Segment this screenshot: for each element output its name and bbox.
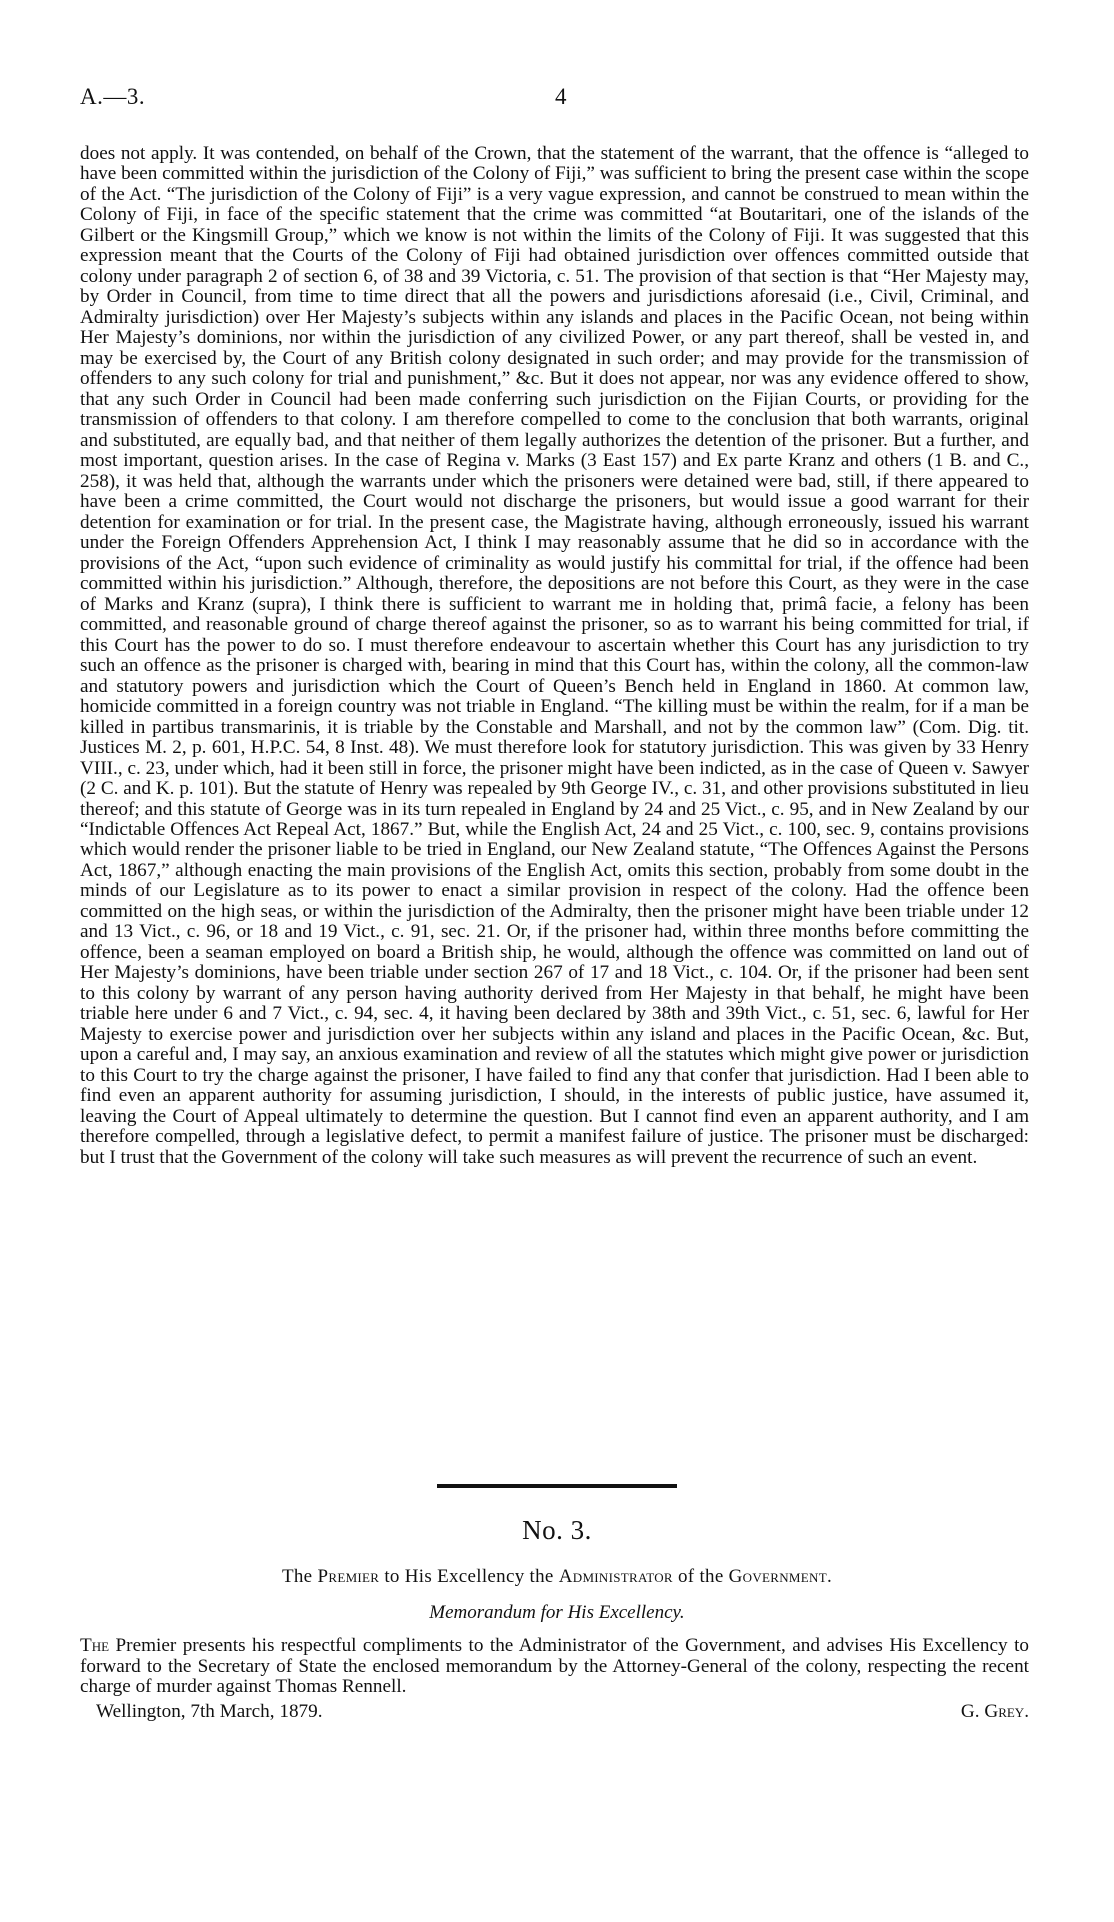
page-number: 4 xyxy=(555,84,567,109)
heading-word-the: The xyxy=(281,1566,313,1587)
heading-premier: Premier xyxy=(317,1566,380,1587)
section-reference: A.—3. xyxy=(80,84,146,109)
dateline: Wellington, 7th March, 1879. xyxy=(96,1701,323,1722)
document-heading xyxy=(0,1566,1114,1588)
judgment-paragraph: does not apply. It was contended, on behalf of the Crown, that the statement of the warrant, that the offence is “alleged to have been committed within the jurisdiction of the Colony of Fiji,” was sufficient to bring the present case within the scope of the Act. “The jurisdiction of the Colony of Fiji” is a very vague expression, and cannot be construed to mean within the Colony of Fiji, in face of the specific statement that the crime was committed “at Boutaritari, one of the islands of the Gilbert or the Kingsmill Group,” which we know is not within the limits of the Colony of Fiji. It was suggested that this expression meant that the Courts of the Colony of Fiji had obtained jurisdiction over offences committed outside that colony under paragraph 2 of section 6, of 38 and 39 Victoria, c. 51. The provision of that section is that “Her Majesty may, by Order in Council, from time to time direct that all the powers and jurisdictions aforesaid (i.e., Civil, Criminal, and Admiralty jurisdiction) over Her Majesty’s subjects within any islands and places in the Pacific Ocean, not being within Her Majesty’s dominions, nor within the jurisdiction of any civilized Power, or any part thereof, shall be vested in, and may be exercised by, the Court of any British colony designated in such order; and may provide for the transmission of offenders to any such colony for trial and punishment,” &c. But it does not appear, nor was any evidence offered to show, that any such Order in Council had been made conferring such jurisdiction on the Fijian Courts, or providing for the transmission of offenders to that colony. I am therefore compelled to come to the conclusion that both warrants, original and substituted, are equally bad, and that neither of them legally authorizes the detention of the prisoner. But a further, and most important, question arises. In the case of Regina v. Marks (3 East 157) and Ex parte Kranz and others (1 B. and C., 258), it was held that, although the warrants under which the prisoners were detained were bad, still, if there appeared to have been a crime committed, the Court would not discharge the prisoners, but would issue a good warrant for their detention for examination or for trial. In the present case, the Magistrate having, although erroneously, issued his warrant under the Foreign Offenders Apprehension Act, I think I may reasonably assume that he did so in accordance with the provisions of the Act, “upon such evidence of criminality as would justify his committal for trial, if the offence had been committed within his jurisdiction.” Although, therefore, the depositions are not before this Court, as they were in the case of Marks and Kranz (supra), I think there is sufficient to warrant me in holding that, primâ facie, a felony has been committed, and reasonable ground of charge thereof against the prisoner, so as to warrant his being committed for trial, if this Court has the power to do so. I must therefore endeavour to ascertain whether this Court has any jurisdiction to try such an offence as the prisoner is charged with, bearing in mind that this Court has, within the colony, all the common-law and statutory powers and jurisdiction which the Court of Queen’s Bench held in England in 1860. At common law, homicide committed in a foreign country was not triable in England. “The killing must be within the realm, for if a man be killed in partibus transmarinis, it is triable by the Constable and Marshall, and not by the common law” (Com. Dig. tit. Justices M. 2, p. 601, H.P.C. 54, 8 Inst. 48). We must therefore look for statutory jurisdiction. This was given by 33 Henry VIII., c. 23, under which, had it been still in force, the prisoner might have been indicted, as in the case of Queen v. Sawyer (2 C. and K. p. 101). But the statute of Henry was repealed by 9th George IV., c. 31, and other provisions substituted in lieu thereof; and this statute of George was in its turn repealed in England by 24 and 25 Vict., c. 95, and in New Zealand by our “Indictable Offences Act Repeal Act, 1867.” But, while the English Act, 24 and 25 Vict., c. 100, sec. 9, contains provisions which would render the prisoner liable to be tried in England, our New Zealand statute, “The Offences Against the Persons Act, 1867,” although enacting the main provisions of the English Act, omits this section, probably from some doubt in the minds of our Legislature as to its power to enact a similar provision in respect of the colony. Had the offence been committed on the high seas, or within the jurisdiction of the Admiralty, then the prisoner might have been triable under 12 and 13 Vict., c. 96, or 18 and 19 Vict., c. 91, sec. 21. Or, if the prisoner had, within three months before committing the offence, been a seaman employed on board a British ship, he would, although the offence was committed on land out of Her Majesty’s dominions, have been triable under section 267 of 17 and 18 Vict., c. 104. Or, if the prisoner had been sent to this colony by warrant of any person having authority derived from Her Majesty in that behalf, he might have been triable here under 6 and 7 Vict., c. 94, sec. 4, it having been declared by 38th and 39th Vict., c. 51, sec. 6, lawful for Her Majesty to exercise power and jurisdiction over her subjects within any island and places in the Pacific Ocean, &c. But, upon a careful and, I may say, an anxious examination and review of all the statutes which might give power or jurisdiction to this Court to try the charge against the prisoner, I have failed to find any that confer that jurisdiction. Had I been able to find even an apparent authority for assuming jurisdiction, I should, in the interests of public justice, have assumed it, leaving the Court of Appeal ultimately to determine the question. But I cannot find even an apparent authority, and I am therefore compelled, through a legislative defect, to permit a manifest failure of justice. The prisoner must be discharged: but I trust that the Government of the colony will take such measures as will prevent the recurrence of such an event. xyxy=(80,143,1029,1168)
memorandum-text xyxy=(80,1636,1029,1698)
running-head xyxy=(80,84,1040,114)
heading-government: Government. xyxy=(728,1566,833,1587)
section-divider xyxy=(437,1484,677,1488)
heading-to: to His Excellency the xyxy=(384,1566,554,1587)
signature: G. Grey. xyxy=(960,1701,1029,1722)
document-number: No. 3. xyxy=(522,1515,592,1545)
memorandum-lead-word: The xyxy=(80,1635,110,1656)
heading-administrator: Administrator xyxy=(558,1566,673,1587)
heading-of: of the xyxy=(677,1566,724,1587)
signoff-line xyxy=(96,1701,1029,1725)
memorandum-body: Premier presents his respectful compliments to the Administrator of the Government, and advises His Excellency to forward to the Secretary of State the enclosed memorandum by the Attorney-General of the colony, respecting the recent charge of murder against Thomas Rennell. xyxy=(80,1635,1030,1697)
memorandum-title: Memorandum for His Excellency. xyxy=(429,1602,685,1623)
